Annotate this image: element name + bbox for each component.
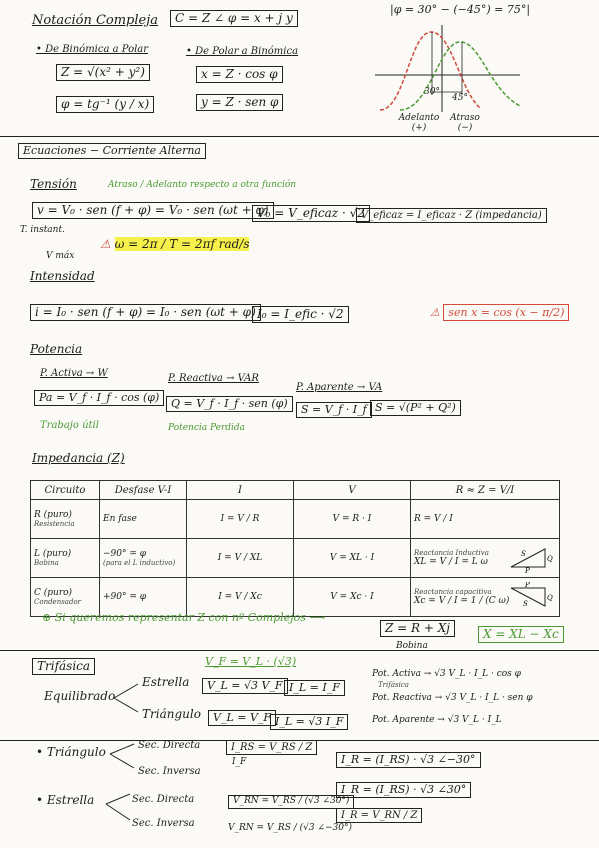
polar-to-bin-title: • De Polar a Binómica: [186, 46, 299, 57]
page-title: Notación Compleja: [32, 13, 159, 28]
tension-note: Atraso / Adelanto respecto a otra función: [108, 180, 297, 190]
reactive-power-note: Potencia Perdida: [168, 423, 246, 433]
phase-difference-formula: |φ = 30° − (−45°) = 75°|: [390, 3, 531, 16]
tension-title: Tensión: [30, 177, 77, 191]
delta-branch-lines: [108, 740, 138, 774]
delta-direct-formula: I_RS = V_RS / Z: [226, 740, 317, 755]
reactive-power-title: P. Reactiva → VAR: [168, 373, 259, 384]
power-title: Potencia: [30, 342, 83, 356]
star-voltage-formula: V_L = √3 V_F: [202, 678, 288, 694]
three-phase-reactive-power: Pot. Reactiva → √3 V_L · I_L · sen φ: [372, 693, 533, 703]
apparent-power-title: P. Aparente → VA: [296, 382, 383, 393]
apparent-power-formula-pq: S = √(P² + Q²): [370, 400, 461, 416]
voltage-cell: V = R · I: [294, 500, 411, 539]
delta-inverse-result: I_R = (I_RS) · √3 ∠30°: [336, 782, 471, 798]
voltage-cell: V = XL · I: [294, 539, 411, 578]
star-current-formula: I_L = I_F: [284, 680, 345, 696]
reactive-power-formula: Q = V_f · I_f · sen (φ): [166, 396, 293, 412]
balanced-branch-lines: [112, 678, 142, 718]
star-inverse-label: Sec. Inversa: [132, 818, 195, 829]
complex-impedance-note: ⊕ Si queremos representar Z con nº Complejos ⟶: [42, 611, 326, 624]
voltage-cell: V = Xc · I: [294, 578, 411, 617]
delta-current-formula: I_L = √3 I_F: [270, 714, 348, 730]
lead-label: Adelanto (+): [398, 113, 440, 133]
impedance-table: [30, 480, 560, 617]
delta-direct-sub: I_F: [232, 757, 247, 767]
v0-formula: V₀ = V_eficaz · √2: [252, 205, 370, 222]
current-cell: I = V / Xc: [187, 578, 294, 617]
col-header-impedance: R ≈ Z = V/I: [411, 481, 560, 500]
circuit-cell: R (puro): [34, 510, 72, 520]
circuit-cell: C (puro): [34, 588, 73, 598]
circuit-sub: Condensador: [34, 598, 82, 606]
complex-impedance-formula: Z = R + Xj: [380, 620, 455, 637]
complex-impedance-sub: Bobina: [396, 641, 428, 651]
circuit-sub: Bobina: [34, 559, 59, 567]
star-result: I_R = V_RN / Z: [336, 808, 422, 823]
effective-voltage-formula: V_eficaz = I_eficaz · Z (impedancia): [356, 208, 547, 223]
three-phase-apparent-power: Pot. Aparente → √3 V_L · I_L: [372, 715, 502, 725]
triangle-label: S: [523, 600, 528, 608]
instant-value-label: T. instant.: [20, 225, 65, 235]
active-power-note: Trabajo útil: [40, 420, 99, 431]
circuit-sub: Resistencia: [34, 520, 75, 528]
angular-frequency-formula: ⚠ ω = 2π / T = 2πf rad/s: [100, 237, 250, 251]
delta-sequence-title: • Triángulo: [36, 745, 106, 759]
intensity-title: Intensidad: [30, 269, 95, 283]
power-triangle-capacitive: [507, 582, 553, 612]
three-phase-top-formula: V_F = V_L · (√3): [205, 655, 297, 668]
star-direct-formula: V_RN = V_RS / (√3 ∠30°): [228, 795, 354, 809]
impedance-sub: Reactancia capacitiva: [414, 588, 492, 596]
sin-cos-identity: ⚠ sen x = cos (x − π/2): [430, 307, 569, 319]
delta-voltage-formula: V_L = V_F: [208, 710, 276, 726]
lag-label: Atraso (−): [450, 113, 480, 133]
impedance-cell: Xc = V / I = 1 / (C ω): [414, 596, 510, 606]
imag-part-formula: y = Z · sen φ: [196, 94, 283, 111]
table-row: [31, 539, 560, 578]
triangle-label: P: [525, 567, 530, 573]
bin-to-polar-title: • De Binómica a Polar: [36, 44, 149, 55]
delta-direct-result: I_R = (I_RS) · √3 ∠−30°: [336, 752, 481, 768]
impedance-cell: R = V / I: [414, 514, 453, 524]
triangle-label: S: [521, 550, 526, 558]
table-row: [31, 500, 560, 539]
col-header-voltage: V: [294, 481, 411, 500]
phase-sub: (para el L inductivo): [103, 559, 176, 567]
col-header-circuit: Circuito: [31, 481, 100, 500]
table-header-row: [31, 481, 560, 500]
angle-a-label: 30°: [424, 87, 440, 97]
active-power-title: P. Activa → W: [40, 368, 108, 379]
triangle-label: P: [525, 582, 530, 589]
real-part-formula: x = Z · cos φ: [196, 66, 283, 83]
delta-inverse-label: Sec. Inversa: [138, 766, 201, 777]
impedance-title: Impedancia (Z): [32, 451, 125, 465]
triangle-label: Q: [547, 594, 553, 602]
sin-cos-identity-text: sen x = cos (x − π/2): [443, 304, 569, 321]
max-value-label: V máx: [46, 251, 75, 261]
star-branch-lines: [104, 790, 134, 826]
complex-notation-formula: C = Z ∠ φ = x + j y: [170, 10, 298, 27]
delta-label: Triángulo: [142, 707, 201, 721]
argument-formula: φ = tg⁻¹ (y / x): [56, 96, 154, 113]
angle-b-label: 45°: [452, 93, 468, 103]
complex-impedance-note-text: Si queremos representar Z con nº Complejos: [54, 611, 306, 624]
three-phase-title: Trifásica: [32, 658, 95, 675]
impedance-cell: XL = V / I = L ω: [414, 557, 488, 567]
current-cell: I = V / R: [187, 500, 294, 539]
power-triangle-inductive: [507, 543, 553, 573]
three-phase-active-power-sub: Trifásica: [378, 681, 409, 689]
phase-cell: −90° = φ: [103, 549, 147, 559]
star-direct-label: Sec. Directa: [132, 794, 195, 805]
star-inverse-formula: V_RN = V_RS / (√3 ∠−30°): [228, 823, 352, 833]
intensity-formula: i = I₀ · sen (f + φ) = I₀ · sen (ωt + φ): [30, 304, 261, 321]
modulus-formula: Z = √(x² + y²): [56, 64, 150, 81]
apparent-power-formula: S = V_f · I_f: [296, 402, 372, 418]
active-power-formula: Pa = V_f · I_f · cos (φ): [34, 390, 164, 406]
phase-shift-graph: [370, 20, 530, 120]
circuit-cell: L (puro): [34, 549, 72, 559]
impedance-sub: Reactancia Inductiva: [414, 549, 489, 557]
star-sequence-title: • Estrella: [36, 793, 95, 807]
balanced-label: Equilibrado: [44, 689, 116, 703]
divider: [0, 136, 599, 137]
col-header-phase: Desfase V-I: [100, 481, 187, 500]
delta-direct-label: Sec. Directa: [138, 740, 201, 751]
ac-section-title: Ecuaciones − Corriente Alterna: [18, 143, 206, 159]
three-phase-active-power: Pot. Activa → √3 V_L · I_L · cos φ: [372, 669, 521, 679]
phase-cell: En fase: [103, 514, 137, 524]
star-label: Estrella: [142, 675, 190, 689]
current-cell: I = V / XL: [187, 539, 294, 578]
tension-formula: v = V₀ · sen (f + φ) = V₀ · sen (ωt + φ): [32, 202, 274, 219]
col-header-current: I: [187, 481, 294, 500]
reactance-formula: X = XL − Xc: [478, 626, 564, 643]
phase-cell: +90° = φ: [103, 592, 147, 602]
triangle-label: Q: [547, 555, 553, 563]
divider: [0, 650, 599, 651]
omega-formula-text: ω = 2π / T = 2πf rad/s: [114, 237, 250, 251]
i0-formula: I₀ = I_efic · √2: [252, 306, 349, 323]
